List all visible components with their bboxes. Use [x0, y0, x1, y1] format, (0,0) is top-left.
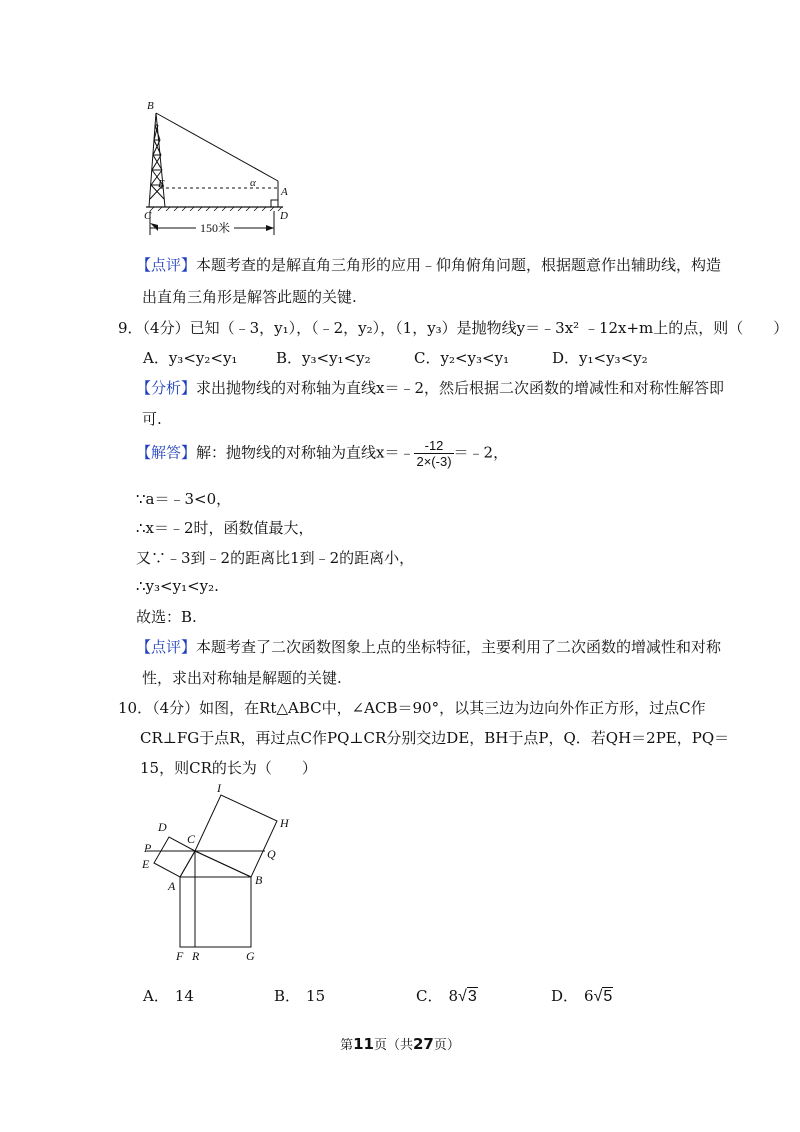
label-B: B	[147, 100, 154, 112]
label-H: H	[280, 816, 289, 830]
label-D: D	[158, 820, 167, 834]
q9-options	[143, 347, 703, 367]
q9-analysis-line1: 【分析】求出抛物线的对称轴为直线x＝﹣2，然后根据二次函数的增减性和对称性解答即	[136, 379, 725, 397]
label-A: A	[281, 186, 288, 198]
comment-tag: 【点评】	[136, 256, 197, 274]
fraction	[414, 438, 453, 469]
q9-step-2: ∴x＝﹣2时，函数值最大，	[136, 519, 314, 537]
label-E: E	[142, 857, 150, 871]
label-C: C	[144, 210, 152, 222]
q9-answer-line: 【解答】解：抛物线的对称轴为直线x＝﹣ $\frac{-12}{2\times(-3)}$ ＝﹣2，	[136, 438, 509, 469]
arrow-right-icon	[266, 225, 274, 231]
q9-analysis-line2: 可.	[142, 410, 162, 428]
sqrt-symbol: √3	[458, 988, 477, 1005]
q10-option-c: C． 8√3	[416, 987, 477, 1005]
arrow-left-icon	[150, 223, 158, 231]
label-B: B	[255, 873, 263, 887]
analysis-tag: 【分析】	[136, 379, 197, 397]
label-F: F	[176, 949, 184, 963]
q9-step-1: ∵a＝﹣3<0，	[136, 490, 232, 508]
q9-step-4: ∴y₃<y₁<y₂.	[136, 577, 219, 595]
page-total: 27	[413, 1035, 434, 1053]
q10-stem-line3: 15，则CR的长为（ ）	[140, 759, 317, 777]
q10-options	[143, 985, 703, 1009]
q8-comment-line1: 【点评】本题考查的是解直角三角形的应用﹣仰角俯角问题，根据题意作出辅助线，构造	[136, 256, 722, 274]
q9-option-b: B．y₃<y₁<y₂	[276, 349, 371, 367]
tower-figure	[138, 95, 298, 240]
q10-stem-line1: 10．（4分）如图，在Rt△ABC中，∠ACB＝90°，以其三边为边向外作正方形，过点C作	[118, 699, 706, 717]
label-I: I	[217, 781, 221, 795]
label-P: P	[144, 841, 152, 855]
q9-option-d: D．y₁<y₃<y₂	[552, 349, 648, 367]
q9-option-c: C．y₂<y₃<y₁	[414, 349, 510, 367]
q10-option-d: D． 6√5	[551, 987, 613, 1005]
label-E: E	[158, 178, 165, 190]
label-R: R	[192, 949, 200, 963]
answer-tag: 【解答】	[136, 443, 197, 462]
q9-step-5: 故选：B.	[136, 608, 197, 626]
q9-comment-line1: 【点评】本题考查了二次函数图象上点的坐标特征，主要利用了二次函数的增减性和对称	[136, 638, 722, 656]
q9-option-a: A．y₃<y₂<y₁	[143, 349, 238, 367]
q10-stem-line2: CR⊥FG于点R，再过点C作PQ⊥CR分别交边DE，BH于点P，Q．若QH＝2PE，PQ＝	[140, 729, 730, 747]
label-A: A	[168, 879, 176, 893]
squares-figure	[130, 780, 310, 965]
comment-tag: 【点评】	[136, 638, 197, 656]
q9-comment-line2: 性，求出对称轴是解题的关键.	[142, 669, 342, 687]
label-Q: Q	[267, 847, 276, 861]
label-D: D	[280, 210, 288, 222]
distance-label: 150米	[199, 221, 231, 235]
q9-step-3: 又∵﹣3到﹣2的距离比1到﹣2的距离小，	[136, 549, 415, 567]
fraction-denominator: 2×(-3)	[416, 454, 452, 469]
label-C: C	[187, 832, 196, 846]
page-number: 11	[353, 1035, 374, 1053]
label-alpha: α	[250, 177, 256, 189]
q10-option-b: B． 15	[274, 987, 326, 1005]
q9-stem: 9．（4分）已知（﹣3，y₁），（﹣2，y₂），（1，y₃）是抛物线y＝﹣3x² ﹣12x+m上的点，则（ ）	[118, 319, 789, 337]
label-G: G	[246, 949, 255, 963]
q10-option-a: A． 14	[143, 987, 194, 1005]
page-footer: 第11页（共27页）	[340, 1035, 460, 1053]
fraction-numerator: -12	[414, 438, 453, 454]
sqrt-symbol: √5	[593, 988, 613, 1005]
q8-comment-line2: 出直角三角形是解答此题的关键.	[142, 288, 357, 306]
